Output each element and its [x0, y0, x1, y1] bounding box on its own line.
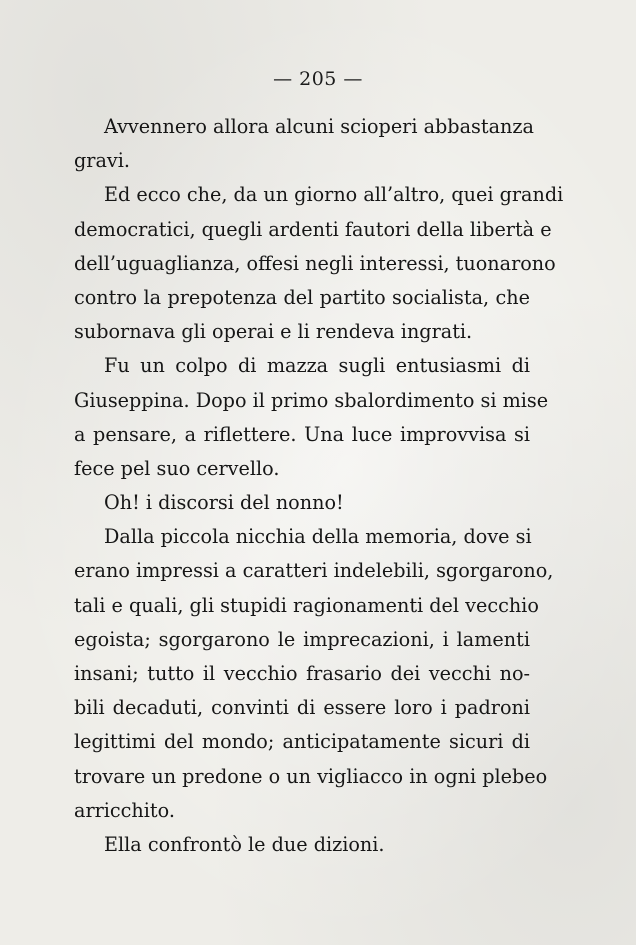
text-line: Giuseppina. Dopo il primo sbalordimento si mise [74, 388, 549, 412]
text-line: arricchito. [74, 798, 175, 822]
text-line: democratici, quegli ardenti fautori della libertà e [74, 217, 552, 241]
text-line: egoista; sgorgarono le imprecazioni, i lamenti [74, 627, 530, 651]
body-text [74, 110, 564, 862]
text-line: a pensare, a riflettere. Una luce improvvisa si [74, 422, 530, 446]
text-line: insani; tutto il vecchio frasario dei vecchi no- [74, 662, 530, 685]
text-line: erano impressi a caratteri indelebili, sgorgarono, [74, 559, 554, 583]
text-line: Fu un colpo di mazza sugli entusiasmi di [104, 354, 530, 378]
text-line: gravi. [74, 149, 130, 173]
text-line: Dalla piccola nicchia della memoria, dove si [104, 525, 532, 549]
text-line: Ed ecco che, da un giorno all’altro, quei grandi [104, 183, 564, 207]
text-line: contro la prepotenza del partito socialista, che [74, 285, 530, 309]
text-line: bili decaduti, convinti di essere loro i padroni [74, 696, 530, 720]
text-line: subornava gli operai e li rendeva ingrati. [74, 320, 473, 344]
text-line: fece pel suo cervello. [74, 456, 280, 480]
text-line: trovare un predone o un vigliacco in ogni plebeo [74, 764, 548, 788]
text-line: legittimi del mondo; anticipatamente sicuri di [74, 730, 530, 754]
page-number: — 205 — [273, 68, 363, 90]
text-line: tali e quali, gli stupidi ragionamenti del vecchio [74, 593, 539, 617]
text-line: Avvennero allora alcuni scioperi abbastanza [104, 115, 534, 138]
text-line: Ella confrontò le due dizioni. [104, 832, 385, 856]
text-line: dell’uguaglianza, offesi negli interessi, tuonarono [74, 251, 556, 275]
text-line: Oh! i discorsi del nonno! [104, 491, 344, 515]
